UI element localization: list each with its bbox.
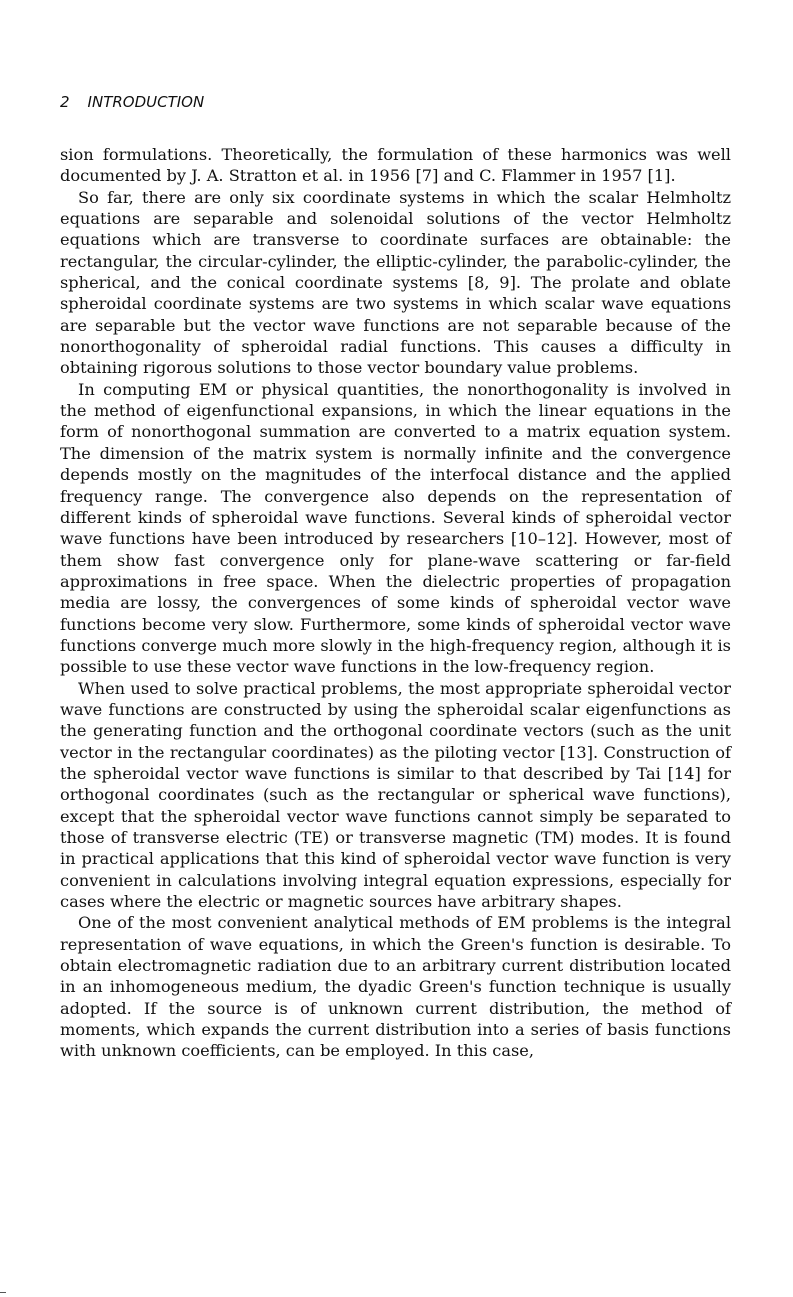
section-title: INTRODUCTION xyxy=(87,93,205,111)
page-number: 2 xyxy=(60,93,70,111)
scan-edge-mark xyxy=(0,1292,6,1293)
running-head xyxy=(60,93,204,111)
paragraph: When used to solve practical problems, the most appropriate spheroidal vector wave functions are constructed by using the spheroidal scalar eigenfunctions as the generating function and the orthogonal coordinate vectors (such as the unit vector in the rectangular coordinates) as the piloting vector [13]. Construction of the spheroidal vector wave functions is similar to that described by Tai [14] for orthogonal coordinates (such as the rectangular or spherical wave functions), except that the spheroidal vector wave functions cannot simply be separated to those of transverse electric (TE) or transverse magnetic (TM) modes. It is found in practical applications that this kind of spheroidal vector wave function is very convenient in calculations involving integral equation expressions, especially for cases where the electric or magnetic sources have arbitrary shapes. xyxy=(60,678,731,912)
paragraph: So far, there are only six coordinate systems in which the scalar Helmholtz equations are separable and solenoidal solutions of the vector Helmholtz equations which are transverse to coordinate surfaces are obtainable: the rectangular, the circular-cylinder, the elliptic-cylinder, the parabolic-cylinder, the spherical, and the conical coordinate systems [8, 9]. The prolate and oblate spheroidal coordinate systems are two systems in which scalar wave equations are separable but the vector wave functions are not separable because of the nonorthogonality of spheroidal radial functions. This causes a difficulty in obtaining rigorous solutions to those vector boundary value problems. xyxy=(60,187,731,378)
paragraph: One of the most convenient analytical methods of EM problems is the integral representation of wave equations, in which the Green's function is desirable. To obtain electromagnetic radiation due to an arbitrary current distribution located in an inhomogeneous medium, the dyadic Green's function technique is usually adopted. If the source is of unknown current distribution, the method of moments, which expands the current distribution into a series of basis functions with unknown coefficients, can be employed. In this case, xyxy=(60,913,731,1061)
body-text xyxy=(60,144,731,1062)
paragraph: sion formulations. Theoretically, the formulation of these harmonics was well documented by J. A. Stratton et al. in 1956 [7] and C. Flammer in 1957 [1]. xyxy=(60,145,731,186)
paragraph: In computing EM or physical quantities, the nonorthogonality is involved in the method of eigenfunctional expansions, in which the linear equations in the form of nonorthogonal summation are converted to a matrix equation system. The dimension of the matrix system is normally infinite and the convergence depends mostly on the magnitudes of the interfocal distance and the applied frequency range. The convergence also depends on the representation of different kinds of spheroidal wave functions. Several kinds of spheroidal vector wave functions have been introduced by researchers [10–12]. However, most of them show fast convergence only for plane-wave scattering or far-field approximations in free space. When the dielectric properties of propagation media are lossy, the convergences of some kinds of spheroidal vector wave functions become very slow. Furthermore, some kinds of spheroidal vector wave functions converge much more slowly in the high-frequency region, although it is possible to use these vector wave functions in the low-frequency region. xyxy=(60,379,731,677)
